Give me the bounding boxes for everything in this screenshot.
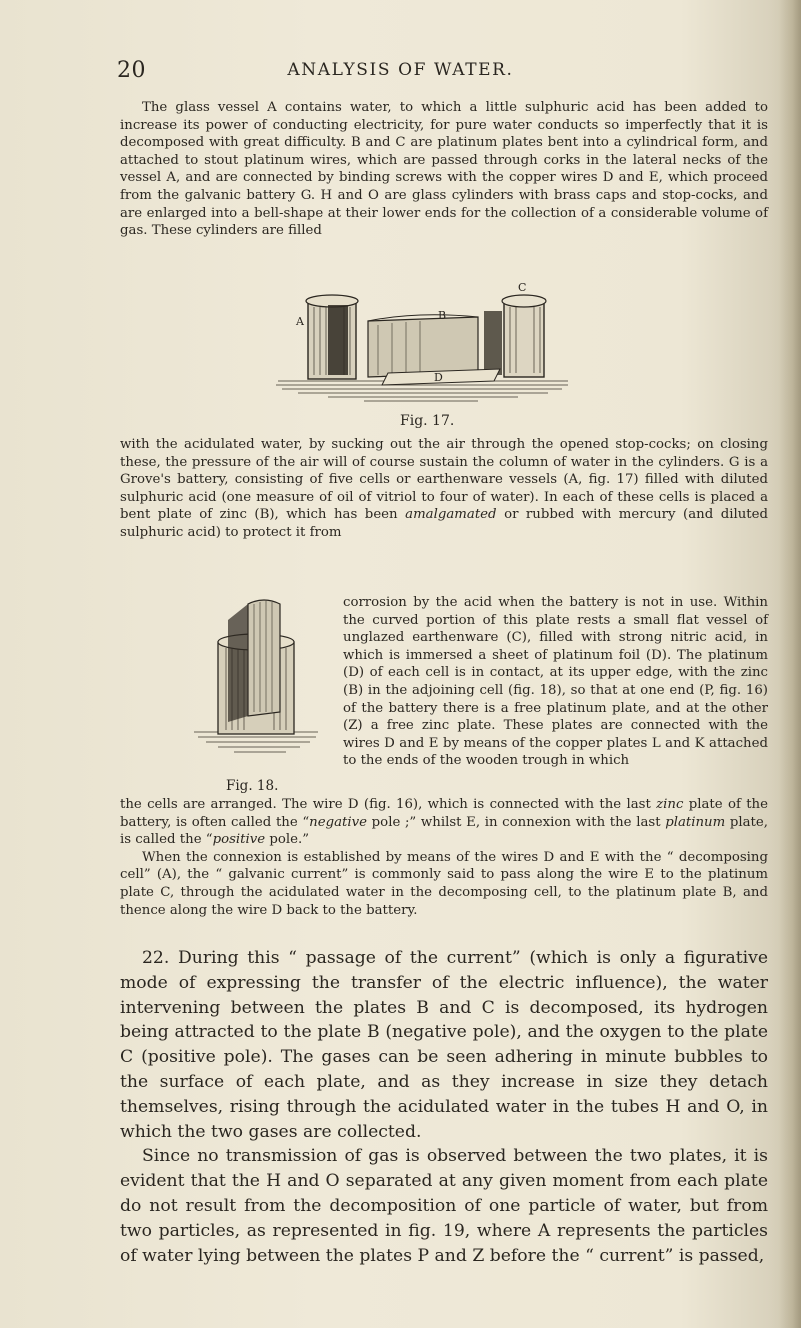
- paragraph-text-run: or rubbed with mercury (and diluted sulphuric acid) to protect it from: [120, 507, 769, 540]
- paragraph-text: [120, 796, 768, 849]
- paragraph-poles: [120, 796, 768, 919]
- fig17-label-b: B: [438, 309, 447, 322]
- paragraph-decomposing-cell: When the connexion is established by means of the wires D and E with the “ decomposing cell” (A), the “ galvanic current” is commonly said to pass along the wire E to the platinum plate C, through the acidulated water in the decomposing cell, to the platinum plate B, and thence along the wire D back to the battery.: [120, 849, 768, 918]
- paragraph-text: corrosion by the acid when the battery is not in use. Within the curved portion of this plate rests a small flat vessel of unglazed earthenware (C), filled with strong nitric acid, in which is immersed a sheet of platinum foil (D). The platinum (D) of each cell is in contact, at its upper edge, with the zinc (B) in the adjoining cell (fig. 18), so that at one end (P, fig. 16) of the battery there is a free platinum plate, and at the other (Z) a free zinc plate. These plates are connected with the wires D and E by means of the copper plates L and K attached to the ends of the wooden trough in which: [343, 595, 768, 769]
- emphasis-zinc: zinc: [656, 797, 684, 812]
- paragraph-text-run: pole.”: [265, 832, 310, 848]
- fig17-label-d: D: [434, 371, 443, 384]
- running-head: ANALYSIS OF WATER.: [287, 60, 514, 80]
- fig17-label-c: C: [518, 281, 527, 294]
- paragraph-text: The glass vessel A contains water, to which a little sulphuric acid has been added to increase its power of conducting electricity, for pure water conducts so imperfectly that it is decomposed with great difficulty. B and C are platinum plates bent into a cylindrical form, and attached to stout platinum wires, which are passed through corks in the lateral necks of the vessel A, and are connected by binding screws with the copper wires D and E, which proceed from the galvanic battery G. H and O are glass cylinders with brass caps and stop-cocks, and are enlarged into a bell-shape at their lower ends for the collection of a considerable volume of gas. These cylinders are filled: [120, 100, 768, 239]
- emphasis-negative: negative: [309, 814, 368, 830]
- paragraph-passage-of-current: 22. During this “ passage of the current” (which is only a figurative mode of expressing the transfer of the electric influence), the water intervening between the plates B and C is decomposed, its hydrogen being attracted to the plate B (negative pole), and the oxygen to the plate C (positive pole). The gases can be seen adhering in minute bubbles to the surface of each plate, and as they increase in size they detach themselves, rising through the acidulated water in the tubes H and O, in which the two gases are collected.: [120, 948, 768, 1142]
- emphasis-platinum: platinum: [665, 814, 726, 830]
- emphasis-positive: positive: [212, 832, 266, 848]
- paragraph-text-run: plate, is called the “: [120, 814, 768, 848]
- paragraph-transmission-of-gas: Since no transmission of gas is observed between the two plates, it is evident that the H and O separated at any given moment from each plate do not result from the decomposition of one particle of water, but from two particles, as represented in fig. 19, where A represents the particles of water lying between the plates P and Z before the “ current” is passed,: [120, 1146, 768, 1266]
- paragraph-text-run: pole ;” whilst E, in connexion with the last: [367, 814, 666, 830]
- paragraph-text-run: plate of the battery, is often called the “: [120, 797, 768, 830]
- paragraph-grove-battery-wrapped: [343, 594, 768, 770]
- page-edge-shadow: [779, 0, 801, 1328]
- figure-18-caption: Fig. 18.: [226, 778, 279, 794]
- paragraph-text-run: the cells are arranged. The wire D (fig. 16), which is connected with the last: [120, 797, 657, 812]
- fig17-label-a: A: [296, 315, 304, 328]
- page-header: [0, 58, 801, 88]
- page-number: 20: [117, 58, 146, 83]
- figure-17-battery-cells: [268, 281, 568, 403]
- paragraph-text: [120, 436, 768, 542]
- paragraph-text-run: with the acidulated water, by sucking out the air through the opened stop-cocks; on closing these, the pressure of the air will of course sustain the column of water in the cylinders. G is a Grove's battery, consisting of five cells or earthenware vessels (A, fig. 17) filled with diluted sulphuric acid (one measure of oil of vitriol to four of water). In each of these cells is placed a bent plate of zinc (B), which has been: [120, 437, 768, 523]
- section-22: [120, 946, 768, 1268]
- emphasis-amalgamated: amalgamated: [405, 507, 497, 523]
- figure-18-battery-cell: [194, 592, 318, 760]
- paragraph-grove-battery: [120, 436, 768, 542]
- figure-17-caption: Fig. 17.: [400, 413, 455, 429]
- paragraph-apparatus-description: [120, 99, 768, 240]
